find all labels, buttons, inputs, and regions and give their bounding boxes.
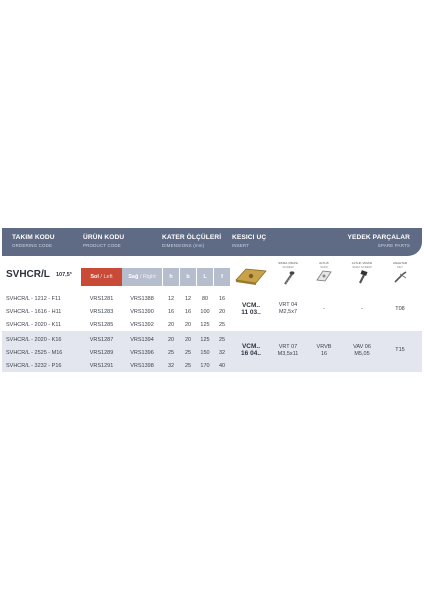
shim-screw-part-cell: ALTLIK VİDASI SHIM SCREW	[348, 262, 376, 290]
header-spare-parts: YEDEK PARÇALAR SPARE PARTS	[347, 234, 410, 248]
screw-part-cell: SIKMA VİDASI SCREW	[274, 262, 302, 292]
dim-b: 25	[184, 350, 192, 356]
left-product-code: VRS1291	[89, 363, 114, 369]
key-icon	[387, 269, 413, 290]
left-product-code: VRS1287	[89, 337, 114, 343]
shim-code-group-1: -	[323, 306, 325, 312]
dim-b: 16	[184, 309, 192, 315]
column-right-hand: Sağ / Right	[122, 268, 162, 286]
left-product-code: VRS1289	[89, 350, 114, 356]
column-b: b	[180, 268, 196, 286]
right-product-code: VRS1398	[130, 363, 154, 369]
product-title-row	[0, 262, 424, 290]
column-f: f	[214, 268, 230, 286]
dim-b: 25	[184, 363, 192, 369]
table-row	[0, 360, 424, 373]
header-insert: KESICI UÇ INSERT	[232, 234, 267, 248]
shim-code-group-2: VRVB 16	[316, 344, 332, 357]
column-left-hand: Sol / Left	[81, 268, 122, 286]
right-product-code: VRS1394	[130, 337, 154, 343]
shim-screw-code-group-2: VAV 06 M5,05	[353, 344, 371, 357]
ordering-code: SVHCR/L - 2525 - M16	[6, 350, 63, 356]
shim-part-cell: ALTLIK SHIM	[311, 262, 337, 288]
header-product-code: ÜRÜN KODU PRODUCT CODE	[83, 234, 125, 248]
table-row	[0, 293, 424, 306]
shim-icon	[311, 269, 337, 288]
column-h: h	[163, 268, 179, 286]
right-product-code: VRS1392	[130, 322, 154, 328]
approach-angle: 107,5°	[56, 272, 72, 278]
dim-f: 25	[218, 337, 226, 343]
insert-icon	[234, 266, 268, 286]
header-holder-dimensions: KATER ÖLÇÜLERİ DIMENSIONS (mm)	[162, 234, 222, 248]
left-product-code: VRS1285	[89, 322, 114, 328]
dim-b: 20	[184, 337, 192, 343]
dim-f: 40	[218, 363, 226, 369]
dim-h: 20	[167, 337, 175, 343]
key-code-group-2: T15	[395, 347, 405, 353]
screw-code-group-1: VRT 04 M2,5x7	[278, 302, 298, 315]
dim-b: 12	[184, 296, 192, 302]
insert-code-group-2: VCM.. 16 04..	[241, 343, 261, 357]
ordering-code: SVHCR/L - 1212 - F11	[6, 296, 61, 302]
shim-screw-code-group-1: -	[361, 306, 363, 312]
dim-f: 20	[218, 309, 226, 315]
shim-screw-icon	[348, 269, 376, 290]
ordering-code: SVHCR/L - 3232 - P16	[6, 363, 62, 369]
dim-h: 12	[167, 296, 175, 302]
right-product-code: VRS1396	[130, 350, 154, 356]
ordering-code: SVHCR/L - 2020 - K16	[6, 337, 62, 343]
dim-f: 16	[218, 296, 226, 302]
dim-h: 25	[167, 350, 175, 356]
dim-f: 25	[218, 322, 226, 328]
ordering-code: SVHCR/L - 1616 - H11	[6, 309, 62, 315]
dim-h: 20	[167, 322, 175, 328]
ordering-code: SVHCR/L - 2020 - K11	[6, 322, 62, 328]
dim-L: 80	[201, 296, 209, 302]
screw-icon	[274, 269, 302, 292]
key-part-cell: ANAHTAR KEY	[387, 262, 413, 290]
key-code-group-1: T08	[395, 306, 405, 312]
column-L: L	[197, 268, 213, 286]
dim-f: 32	[218, 350, 226, 356]
screw-code-group-2: VRT 07 M3,5x11	[277, 344, 299, 357]
dim-L: 125	[200, 337, 210, 343]
right-product-code: VRS1390	[130, 309, 154, 315]
right-product-code: VRS1388	[130, 296, 154, 302]
insert-code-group-1: VCM.. 11 03..	[241, 302, 261, 316]
product-name: SVHCR/L	[6, 269, 50, 280]
dim-h: 32	[167, 363, 175, 369]
dim-b: 20	[184, 322, 192, 328]
table-row	[0, 319, 424, 332]
dim-h: 16	[167, 309, 175, 315]
table-header-bar	[2, 228, 422, 256]
left-product-code: VRS1283	[89, 309, 114, 315]
dim-L: 150	[200, 350, 210, 356]
left-product-code: VRS1281	[89, 296, 114, 302]
dim-L: 170	[200, 363, 210, 369]
header-tool-code: TAKIM KODU ORDERING CODE	[12, 234, 55, 248]
dim-L: 100	[200, 309, 210, 315]
dim-L: 125	[200, 322, 210, 328]
